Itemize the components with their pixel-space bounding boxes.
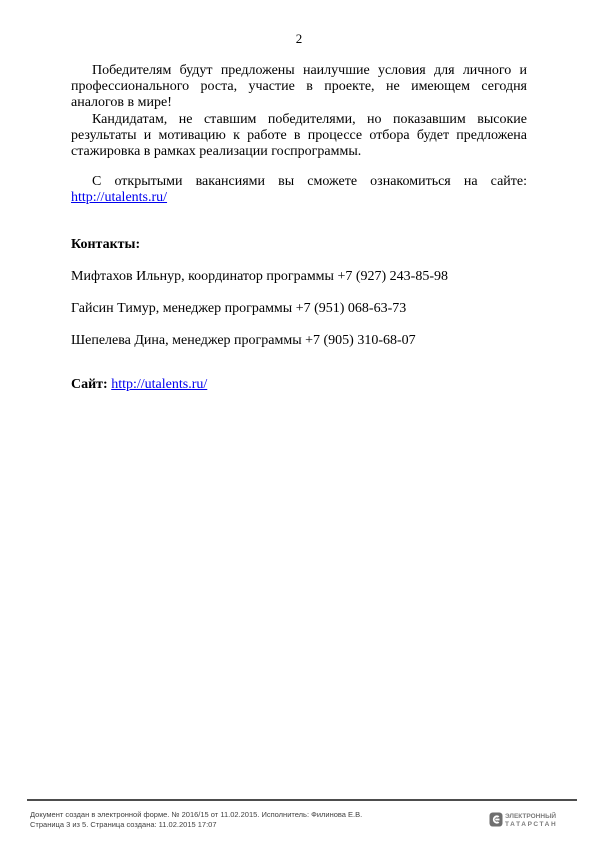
electronic-tatarstan-logo xyxy=(489,812,557,828)
paragraph-candidates: Кандидатам, не ставшим победителями, но показавшим высокие результаты и мотивацию к работе в процессе отбора будет предложена стажировка в рамках реализации госпрограммы. xyxy=(71,111,527,160)
logo-text-line2: ТАТАРСТАН xyxy=(505,820,558,828)
vacancies-link-line xyxy=(71,190,527,206)
electronic-tatarstan-logo-text xyxy=(505,812,557,828)
contact-manager-1: Гайсин Тимур, менеджер программы +7 (951) 068-63-73 xyxy=(71,301,407,317)
paragraph-vacancies: С открытыми вакансиями вы сможете ознакомиться на сайте: xyxy=(92,174,527,190)
electronic-tatarstan-logo-icon xyxy=(489,812,503,827)
footer-line-page: Страница 3 из 5. Страница создана: 11.02.2015 17:07 xyxy=(30,820,217,829)
contact-manager-2: Шепелева Дина, менеджер программы +7 (905) 310-68-07 xyxy=(71,333,416,349)
site-label: Сайт: xyxy=(71,377,108,393)
footer-line-document: Документ создан в электронной форме. № 2016/15 от 11.02.2015. Исполнитель: Филинова Е.В. xyxy=(30,810,363,819)
footer-divider xyxy=(27,799,577,801)
contact-coordinator: Мифтахов Ильнур, координатор программы +7 (927) 243-85-98 xyxy=(71,268,448,284)
logo-text-line1: ЭЛЕКТРОННЫЙ xyxy=(505,813,557,820)
contacts-heading: Контакты: xyxy=(71,236,141,252)
paragraph-winners: Победителям будут предложены наилучшие условия для личного и профессионального роста, участие в проекте, не имеющем сегодня аналогов в мире! xyxy=(71,63,527,111)
site-line xyxy=(71,377,527,393)
page-number: 2 xyxy=(295,31,303,46)
document-content xyxy=(0,31,600,394)
footer-meta xyxy=(30,810,460,830)
site-link[interactable]: http://utalents.ru/ xyxy=(111,377,208,393)
vacancies-site-link[interactable]: http://utalents.ru/ xyxy=(71,190,168,206)
